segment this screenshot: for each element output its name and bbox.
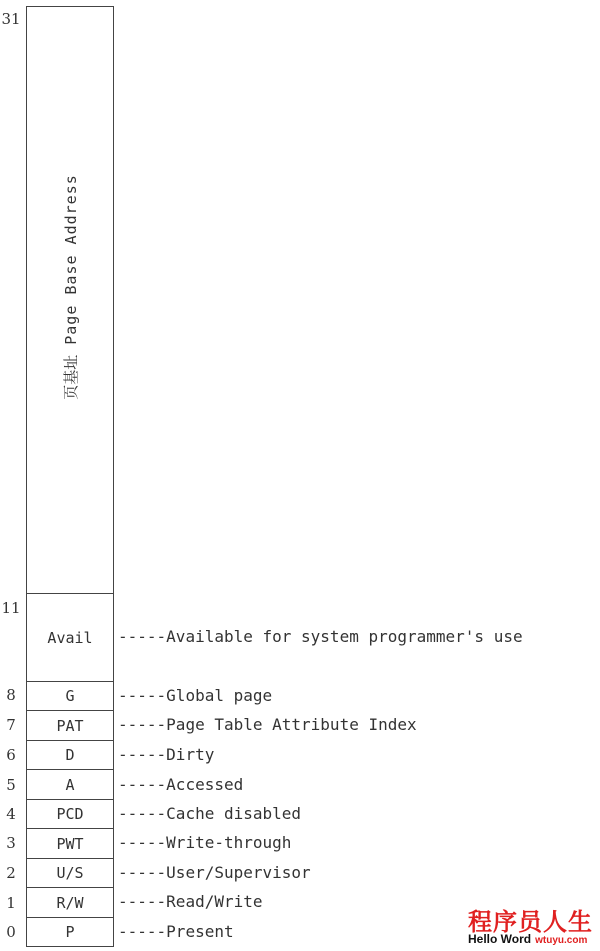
watermark-hello-word: Hello Word — [468, 932, 532, 946]
desc-d — [118, 745, 214, 765]
watermark-logo: 程序员人生 — [468, 907, 593, 936]
desc-g — [118, 686, 272, 706]
bit-number-11: 11 — [1, 599, 21, 617]
connector-rw: ----- — [118, 892, 167, 911]
desc-pat-text: Page Table Attribute Index — [166, 715, 417, 734]
desc-d-text: Dirty — [166, 745, 215, 764]
field-rw: R/W — [26, 888, 114, 918]
bit-number-8: 8 — [6, 686, 16, 704]
desc-pwt-text: Write-through — [166, 833, 292, 852]
connector-pat: ----- — [118, 715, 167, 734]
page-base-address-label — [60, 157, 80, 417]
field-avail: Avail — [26, 594, 114, 682]
bit-number-5: 5 — [6, 776, 16, 794]
desc-p — [118, 922, 234, 942]
page-base-address-cn: 页基址 — [62, 354, 80, 400]
bit-number-7: 7 — [6, 716, 16, 734]
desc-pat — [118, 715, 417, 735]
bit-number-2: 2 — [6, 864, 16, 882]
desc-avail — [118, 627, 523, 647]
page-base-address-en: Page Base Address — [62, 174, 80, 345]
connector-g: ----- — [118, 686, 167, 705]
connector-a: ----- — [118, 775, 167, 794]
connector-p: ----- — [118, 922, 167, 941]
field-g: G — [26, 682, 114, 711]
connector-pcd: ----- — [118, 804, 167, 823]
watermark-domain: wtuyu.com — [535, 935, 588, 946]
desc-us — [118, 863, 311, 883]
field-pwt: PWT — [26, 829, 114, 859]
bit-number-3: 3 — [6, 834, 16, 852]
field-d: D — [26, 741, 114, 770]
desc-pcd-text: Cache disabled — [166, 804, 302, 823]
bit-number-1: 1 — [6, 894, 16, 912]
connector-d: ----- — [118, 745, 167, 764]
desc-a — [118, 775, 243, 795]
field-us: U/S — [26, 859, 114, 888]
desc-rw-text: Read/Write — [166, 892, 263, 911]
bit-number-4: 4 — [6, 805, 16, 823]
bit-number-31: 31 — [1, 10, 21, 28]
desc-pcd — [118, 804, 301, 824]
field-p: P — [26, 918, 114, 947]
desc-p-text: Present — [166, 922, 234, 941]
desc-us-text: User/Supervisor — [166, 863, 311, 882]
desc-a-text: Accessed — [166, 775, 244, 794]
field-a: A — [26, 770, 114, 800]
desc-g-text: Global page — [166, 686, 273, 705]
bit-number-0: 0 — [6, 923, 16, 941]
field-pcd: PCD — [26, 800, 114, 829]
connector-us: ----- — [118, 863, 167, 882]
desc-rw — [118, 892, 263, 912]
watermark-subtitle — [468, 932, 587, 946]
field-pat: PAT — [26, 711, 114, 741]
desc-pwt — [118, 833, 291, 853]
bit-number-6: 6 — [6, 746, 16, 764]
desc-avail-text: Available for system programmer's use — [166, 627, 523, 646]
connector-pwt: ----- — [118, 833, 167, 852]
connector-avail: ----- — [118, 627, 167, 646]
